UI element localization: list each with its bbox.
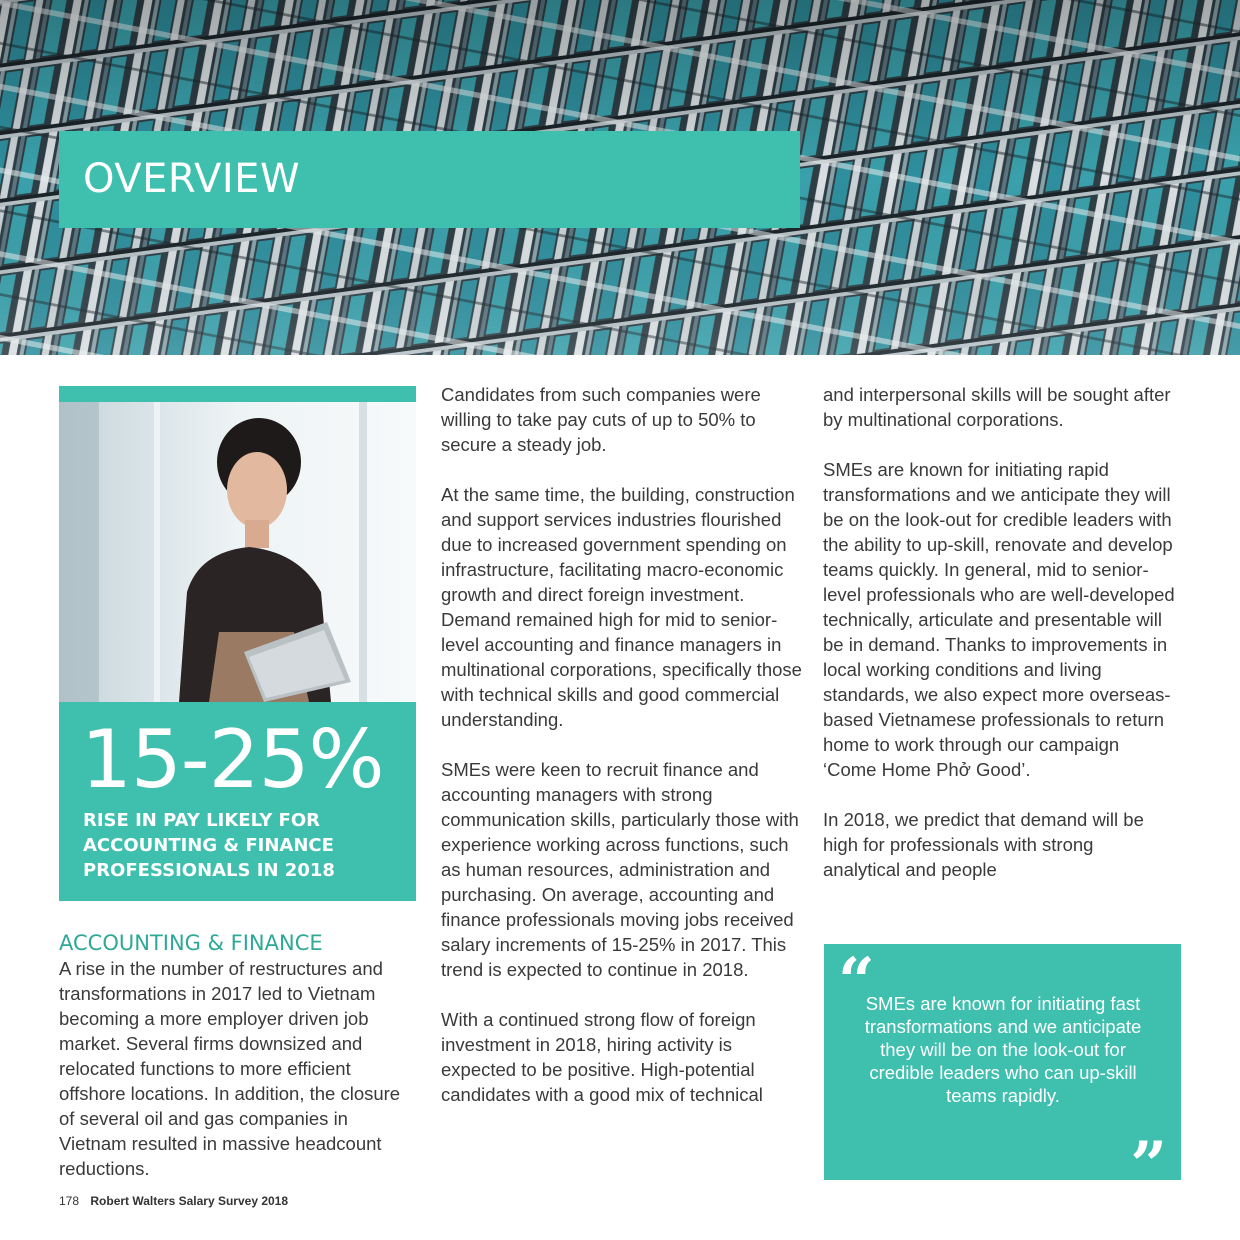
column-1 [59, 956, 409, 1206]
professional-photo [59, 402, 416, 702]
paragraph: and interpersonal skills will be sought after by multinational corporations. [823, 384, 1171, 430]
stat-callout [59, 702, 416, 901]
accent-strip [59, 386, 416, 402]
quote-text: SMEs are known for initiating fast transformations and we anticipate they will be on the look-out for credible leaders who can up-skill teams rapidly. [864, 993, 1142, 1106]
paragraph: In 2018, we predict that demand will be high for professionals with strong analytical and people [823, 809, 1144, 880]
page-title: OVERVIEW [83, 156, 301, 202]
paragraph: With a continued strong flow of foreign investment in 2018, hiring activity is expected to be positive. High-potential candidates with a good mix of technical [441, 1009, 763, 1105]
publication-name: Robert Walters Salary Survey 2018 [90, 1194, 289, 1208]
open-quote-icon: “ [838, 944, 875, 1019]
paragraph: Candidates from such companies were willing to take pay cuts of up to 50% to secure a steady job. [441, 384, 761, 455]
pull-quote [824, 944, 1181, 1203]
close-quote-icon: ” [1130, 1128, 1167, 1203]
paragraph: SMEs were keen to recruit finance and accounting managers with strong communication skills, particularly those with experience working across functions, such as human resources, administration and purchasing. On average, accounting and finance professionals moving jobs received salary increments of 15-25% in 2017. This trend is expected to continue in 2018. [441, 759, 799, 980]
title-banner [59, 131, 800, 228]
stat-caption: RISE IN PAY LIKELY FOR ACCOUNTING & FINANCE PROFESSIONALS IN 2018 [83, 810, 335, 881]
column-3 [823, 382, 1175, 907]
hero-image [0, 0, 1240, 355]
woman-holding-laptop-image [59, 402, 416, 702]
section-heading: ACCOUNTING & FINANCE [59, 931, 323, 955]
paragraph: At the same time, the building, construction and support services industries flourished due to increased government spending on infrastructure, facilitating macro-economic growth and direct foreign investment. Demand remained high for mid to senior-level accounting and finance managers in multinational corporations, specifically those with technical skills and good commercial understanding. [441, 484, 802, 730]
column-2 [441, 382, 803, 1132]
paragraph: A rise in the number of restructures and transformations in 2017 led to Vietnam becoming a more employer driven job market. Several firms downsized and relocated functions to more efficient offshore locations. In addition, the closure of several oil and gas companies in Vietnam resulted in massive headcount reductions. [59, 958, 401, 1179]
page-number: 178 [59, 1194, 80, 1208]
stat-value: 15-25% [81, 713, 384, 806]
paragraph: SMEs are known for initiating rapid transformations and we anticipate they will be on the look-out for credible leaders with the ability to up-skill, renovate and develop teams quickly. In general, mid to senior-level professionals who are well-developed technically, articulate and presentable will be in demand. Thanks to improvements in local working conditions and living standards, we also expect more overseas-based Vietnamese professionals to return home to work through our campaign ‘Come Home Phở Good’. [823, 459, 1175, 780]
page-footer [59, 1194, 288, 1208]
